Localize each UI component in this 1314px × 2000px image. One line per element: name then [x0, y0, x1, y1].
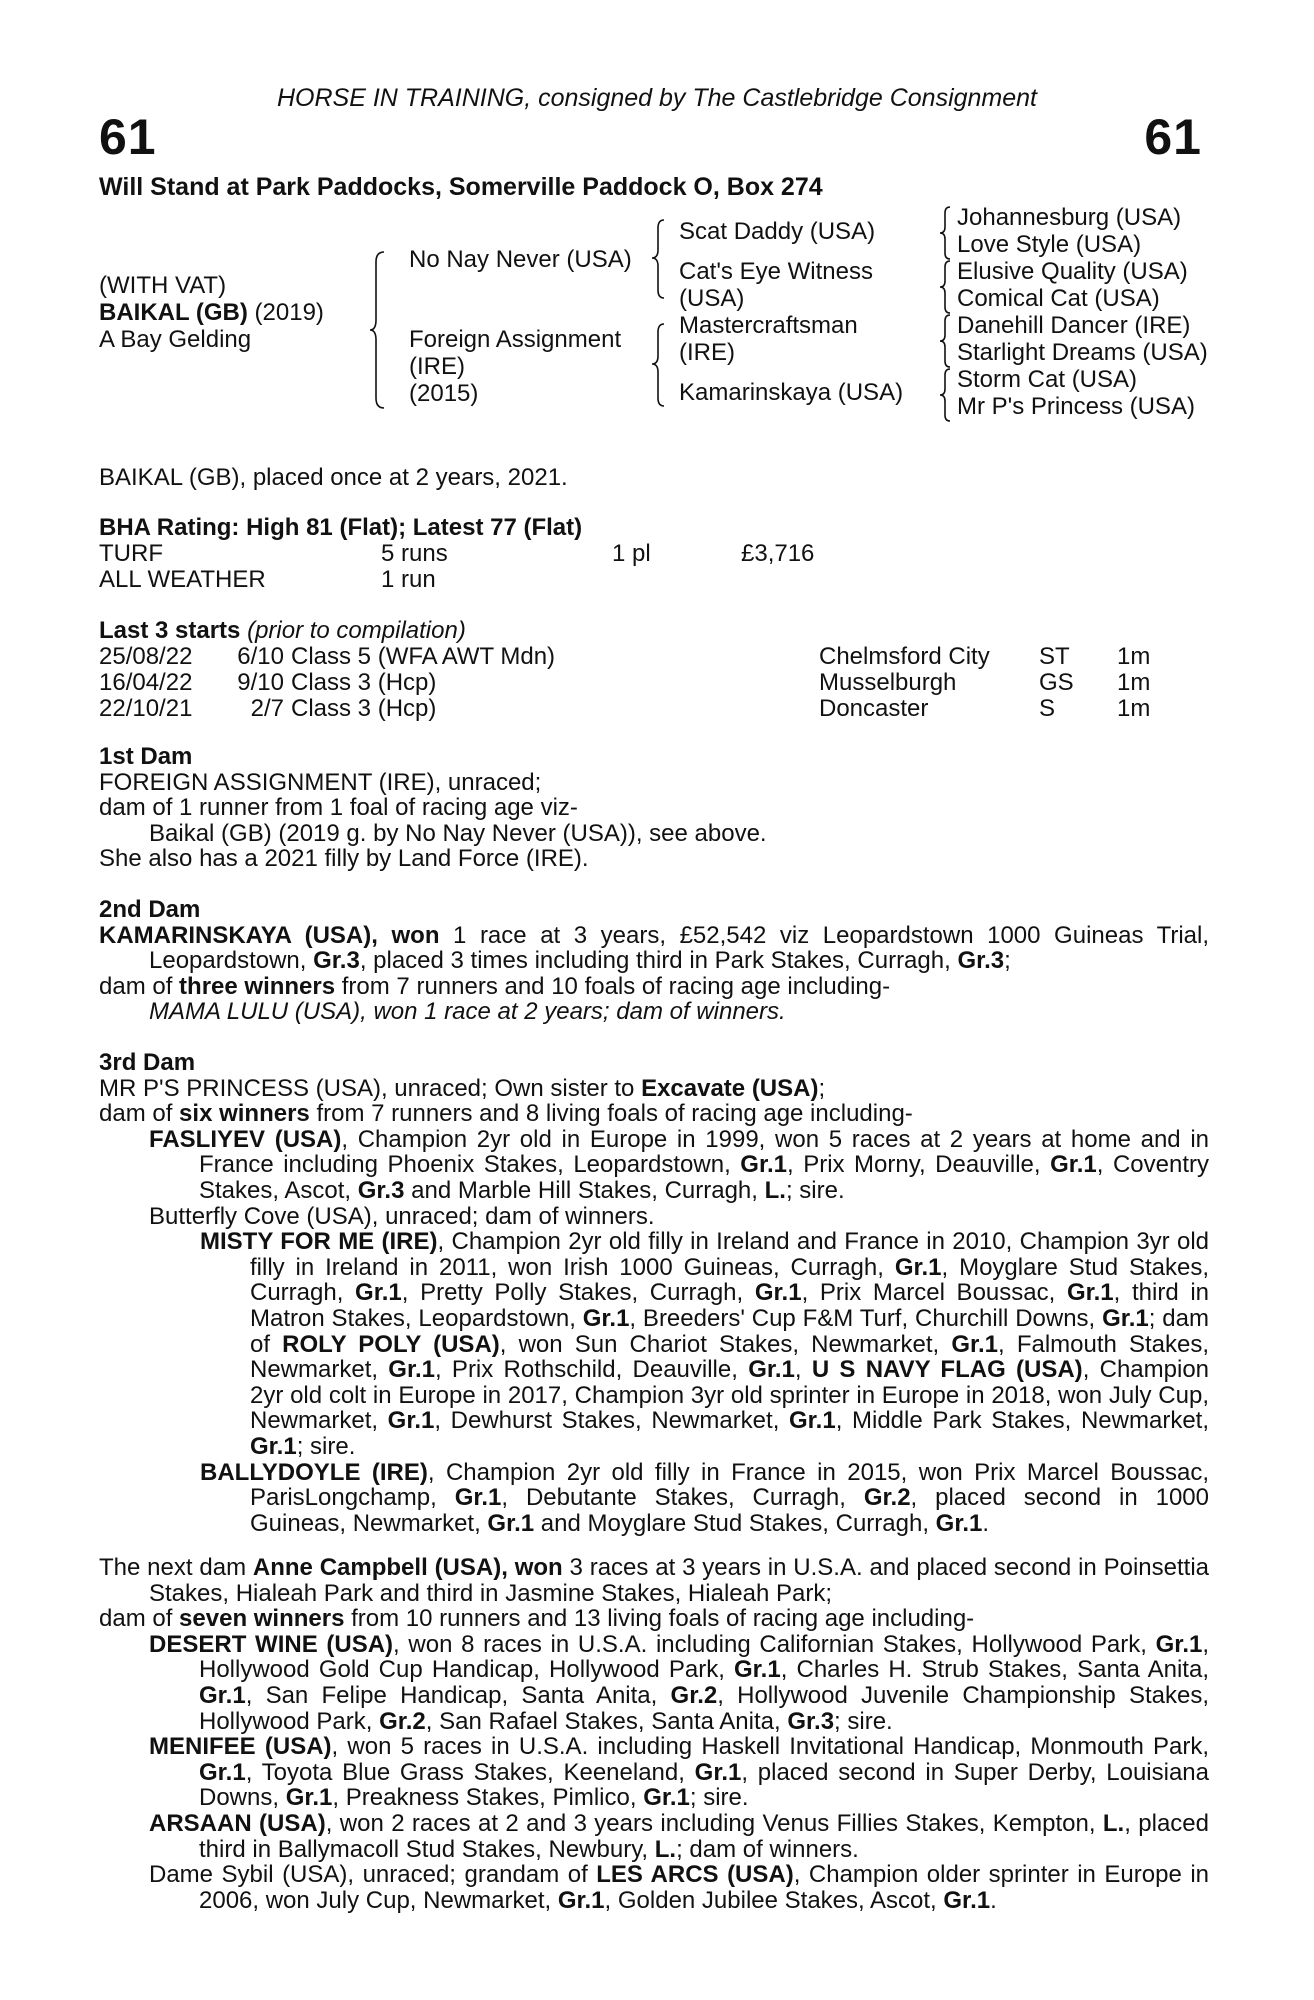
grade: Gr.1 — [734, 1656, 781, 1684]
misty-for-me-entry — [99, 1229, 1209, 1459]
text: , Hollywood Juvenile Championship Stakes, Hollywood Park, — [199, 1681, 1209, 1735]
start-going: GS — [1039, 669, 1074, 696]
first-dam-heading: 1st Dam — [99, 743, 193, 770]
text: , third in Matron Stakes, Leopardstown, — [250, 1279, 1210, 1332]
grade: Gr.1 — [951, 1330, 999, 1358]
grade: Gr.1 — [454, 1484, 502, 1512]
grade: Gr.1 — [740, 1151, 787, 1179]
text: , placed third in Ballymacoll Stud Stakes, Newbury, — [199, 1809, 1209, 1863]
ballydoyle-entry — [99, 1460, 1209, 1537]
horse-brace — [368, 250, 390, 410]
text: , Champion 2yr old in Europe in 1999, won 5 races at 2 years at home and in France including Phoenix Stakes, Leopardstown, — [199, 1125, 1210, 1179]
grade: L. — [654, 1835, 677, 1863]
text: , Golden Jubilee Stakes, Ascot, — [604, 1886, 944, 1914]
text: , Middle Park Stakes, Newmarket, — [835, 1407, 1210, 1435]
horse-description: A Bay Gelding — [99, 326, 252, 353]
first-dam-line: dam of 1 runner from 1 foal of racing age viz- — [99, 794, 578, 822]
grandparent-2: Love Style (USA) — [957, 231, 1142, 258]
start-date: 22/10/21 — [99, 695, 193, 722]
text: ; — [818, 1074, 826, 1102]
grade: Gr.1 — [487, 1509, 535, 1537]
dam-brace — [650, 322, 668, 408]
won-label: won — [391, 921, 440, 949]
grade: Gr.3 — [787, 1707, 835, 1735]
text: , won 5 races in U.S.A. including Haskell Invitational Handicap, Monmouth Park, — [331, 1733, 1210, 1761]
text: from 7 runners and 10 foals of racing age including- — [335, 972, 891, 1000]
text: ; dam of — [250, 1304, 1209, 1358]
grade: Gr.3 — [313, 947, 360, 975]
second-dam-foal: MAMA LULU (USA), won 1 race at 2 years; dam of winners. — [149, 998, 786, 1026]
horse-name: MISTY FOR ME (IRE) — [200, 1228, 438, 1256]
butterfly-cove-entry: Butterfly Cove (USA), unraced; dam of winners. — [149, 1202, 655, 1230]
second-dam-section — [99, 897, 1209, 1025]
grade: Gr.1 — [199, 1758, 246, 1786]
rating-heading: BHA Rating: High 81 (Flat); Latest 77 (Flat) — [99, 514, 583, 541]
summary: BAIKAL (GB), placed once at 2 years, 2021. — [99, 464, 568, 491]
first-dam-line: Baikal (GB) (2019 g. by No Nay Never (USA)), see above. — [149, 819, 767, 847]
grand-brace-4 — [938, 367, 954, 423]
winners-count: three winners — [179, 972, 336, 1000]
text: dam of — [99, 1605, 180, 1633]
grandparent-7: Storm Cat (USA) — [957, 366, 1138, 393]
third-dam-section — [99, 1050, 1209, 1536]
sire-sire: Scat Daddy (USA) — [679, 218, 876, 245]
grade: Gr.2 — [670, 1681, 718, 1709]
text: dam of — [99, 972, 180, 1000]
text: , won Sun Chariot Stakes, Newmarket, — [499, 1330, 952, 1358]
text: Dame Sybil (USA), unraced; grandam of — [149, 1861, 597, 1889]
dam-line3: (2015) — [409, 380, 479, 407]
horse-name: MENIFEE (USA) — [149, 1733, 332, 1761]
grade: Gr.1 — [582, 1304, 630, 1332]
text: , won 8 races in U.S.A. including Californian Stakes, Hollywood Park, — [393, 1630, 1156, 1658]
winners-count: six winners — [179, 1100, 310, 1128]
grade: Gr.1 — [754, 1279, 802, 1307]
grade: Gr.1 — [1066, 1279, 1114, 1307]
vat-note: (WITH VAT) — [99, 272, 227, 299]
text: , Dewhurst Stakes, Newmarket, — [434, 1407, 789, 1435]
grandparent-8: Mr P's Princess (USA) — [957, 393, 1195, 420]
text: , Breeders' Cup F&M Turf, Churchill Downs, — [629, 1304, 1103, 1332]
text: ; dam of winners. — [676, 1835, 859, 1863]
text: , Falmouth Stakes, Newmarket, — [250, 1330, 1210, 1384]
grade: Gr.1 — [894, 1253, 942, 1281]
grade: Gr.1 — [250, 1432, 297, 1460]
text: , placed 3 times including third in Park Stakes, Curragh, — [359, 947, 958, 975]
text: , Toyota Blue Grass Stakes, Keeneland, — [245, 1758, 695, 1786]
text: ; sire. — [689, 1784, 749, 1812]
text: from 10 runners and 13 living foals of racing age including- — [344, 1605, 975, 1633]
text: , Preakness Stakes, Pimlico, — [332, 1784, 644, 1812]
text: , Prix Morny, Deauville, — [787, 1151, 1051, 1179]
grade: Gr.1 — [943, 1886, 991, 1914]
start-date: 25/08/22 — [99, 643, 193, 670]
lot-number-left: 61 — [99, 109, 157, 165]
horse-name: FASLIYEV (USA) — [149, 1125, 342, 1153]
rating-surface: TURF — [99, 540, 163, 567]
dam-dam: Kamarinskaya (USA) — [679, 379, 904, 406]
next-dam-produce — [99, 1606, 1209, 1632]
sire-dam-line2: (USA) — [679, 285, 745, 312]
text: from 7 runners and 8 living foals of racing age including- — [309, 1100, 913, 1128]
grandparent-1: Johannesburg (USA) — [957, 204, 1182, 231]
grade: Gr.1 — [388, 1356, 435, 1384]
text: 3 races at 3 years in U.S.A. and placed second in Poinsettia Stakes, Hialeah Park and third in Jasmine Stakes, Hialeah Park; — [149, 1554, 1209, 1607]
grade: Gr.3 — [357, 1176, 405, 1204]
rating-runs: 5 runs — [381, 540, 448, 567]
grade: Gr.1 — [789, 1407, 836, 1435]
second-dam-produce — [99, 974, 1209, 1000]
start-distance: 1m — [1117, 669, 1151, 696]
second-dam-heading: 2nd Dam — [99, 896, 201, 923]
third-dam-heading: 3rd Dam — [99, 1049, 196, 1076]
text: , Moyglare Stud Stakes, Curragh, — [250, 1253, 1209, 1307]
grand-brace-3 — [938, 313, 954, 369]
first-dam-line: FOREIGN ASSIGNMENT (IRE), unraced; — [99, 768, 542, 796]
text: dam of — [99, 1100, 180, 1128]
text: ; — [1004, 947, 1011, 975]
starts-title: Last 3 starts — [99, 617, 241, 644]
rating-placed: 1 pl — [612, 540, 651, 567]
horse-name: ARSAAN (USA) — [149, 1809, 326, 1837]
text: . — [990, 1886, 997, 1914]
grade: Gr.1 — [557, 1886, 605, 1914]
start-distance: 1m — [1117, 643, 1151, 670]
text: ; sire. — [834, 1707, 893, 1735]
first-dam-line: She also has a 2021 filly by Land Force (IRE). — [99, 845, 589, 873]
horse-name: BAIKAL (GB) — [99, 299, 248, 326]
next-dam-section — [99, 1555, 1209, 1913]
text: , placed second in Super Derby, Louisiana Downs, — [199, 1758, 1209, 1812]
grade: Gr.2 — [379, 1707, 426, 1735]
rating-surface: ALL WEATHER — [99, 566, 266, 593]
horse-name: LES ARCS (USA) — [596, 1861, 794, 1889]
grade: Gr.1 — [199, 1681, 246, 1709]
next-dam-para — [99, 1555, 1209, 1606]
sire: No Nay Never (USA) — [409, 246, 632, 273]
dam-sire-line1: Mastercraftsman — [679, 312, 858, 339]
start-course: Doncaster — [819, 695, 929, 722]
start-course: Musselburgh — [819, 669, 957, 696]
horse-year: (2019) — [254, 299, 324, 326]
text: , Debutante Stakes, Curragh, — [501, 1484, 864, 1512]
fasliyev-entry — [99, 1127, 1209, 1204]
text: and Marble Hill Stakes, Curragh, — [404, 1176, 765, 1204]
start-position: 6/10 — [237, 643, 284, 670]
text: , won 2 races at 2 and 3 years including Venus Fillies Stakes, Kempton, — [325, 1809, 1103, 1837]
grade: L. — [1102, 1809, 1125, 1837]
horse-name: DESERT WINE (USA) — [149, 1630, 394, 1658]
grade: Gr.1 — [355, 1279, 402, 1307]
start-distance: 1m — [1117, 695, 1151, 722]
rating-earnings: £3,716 — [741, 540, 815, 567]
grade: Gr.1 — [694, 1758, 742, 1786]
winners-count: seven winners — [179, 1605, 345, 1633]
text: , Pretty Polly Stakes, Curragh, — [401, 1279, 755, 1307]
sire-brace — [650, 218, 668, 300]
horse-name: U S NAVY FLAG (USA) — [811, 1356, 1083, 1384]
grandparent-6: Starlight Dreams (USA) — [957, 339, 1208, 366]
menifee-entry — [99, 1734, 1209, 1811]
arsaan-entry — [99, 1811, 1209, 1862]
rating-table — [99, 541, 1209, 597]
grandparent-5: Danehill Dancer (IRE) — [957, 312, 1191, 339]
text: , — [794, 1356, 812, 1384]
grade: Gr.1 — [1050, 1151, 1097, 1179]
text: and Moyglare Stud Stakes, Curragh, — [534, 1509, 936, 1537]
grand-brace-1 — [938, 205, 954, 261]
start-race: Class 3 (Hcp) — [291, 669, 437, 696]
start-position: 9/10 — [237, 669, 284, 696]
text: , Coventry Stakes, Ascot, — [199, 1151, 1210, 1204]
dam-line2: (IRE) — [409, 353, 465, 380]
horse-name-line — [99, 299, 324, 326]
text: , Prix Marcel Boussac, — [801, 1279, 1067, 1307]
horse-name: ROLY POLY (USA) — [282, 1330, 500, 1358]
grade: Gr.1 — [935, 1509, 983, 1537]
sire-dam-line1: Cat's Eye Witness — [679, 258, 873, 285]
text: The next dam — [99, 1554, 253, 1581]
text: , Champion 2yr old filly in France in 2015, won Prix Marcel Boussac, ParisLongchamp, — [250, 1458, 1210, 1512]
grade: Gr.2 — [863, 1484, 911, 1512]
start-race: Class 3 (Hcp) — [291, 695, 437, 722]
grandparent-3: Elusive Quality (USA) — [957, 258, 1188, 285]
start-date: 16/04/22 — [99, 669, 193, 696]
text: , San Rafael Stakes, Santa Anita, — [425, 1707, 788, 1735]
text: ; sire. — [785, 1176, 845, 1204]
text: MR P'S PRINCESS (USA), unraced; Own sister to — [99, 1074, 642, 1102]
consignment-line: HORSE IN TRAINING, consigned by The Castlebridge Consignment — [276, 84, 1038, 112]
dame-sybil-entry — [99, 1862, 1209, 1913]
third-dam-produce — [99, 1101, 1209, 1127]
start-position: 2/7 — [250, 695, 284, 722]
text: , Champion 2yr old filly in Ireland and France in 2010, Champion 3yr old filly in Ireland in 2011, won Irish 1000 Guineas, Curragh, — [250, 1228, 1210, 1281]
second-dam-para — [99, 923, 1209, 974]
lot-number-right: 61 — [1144, 109, 1202, 165]
desert-wine-entry — [99, 1632, 1209, 1734]
text: , placed second in 1000 Guineas, Newmarket, — [250, 1484, 1210, 1537]
grade: Gr.1 — [748, 1356, 795, 1384]
dam-sire-line2: (IRE) — [679, 339, 735, 366]
text: , Charles H. Strub Stakes, Santa Anita, — [780, 1656, 1209, 1684]
sister-name: Excavate (USA) — [641, 1074, 819, 1102]
third-dam-line — [99, 1076, 1209, 1102]
text: ; sire. — [296, 1432, 356, 1460]
start-course: Chelmsford City — [819, 643, 990, 670]
grade: Gr.1 — [387, 1407, 435, 1435]
grade: L. — [764, 1176, 786, 1204]
starts-note: (prior to compilation) — [247, 617, 466, 644]
start-going: ST — [1039, 643, 1070, 670]
grade: Gr.1 — [1155, 1630, 1203, 1658]
text: , Prix Rothschild, Deauville, — [435, 1356, 749, 1384]
text: , Hollywood Gold Cup Handicap, Hollywood Park, — [199, 1630, 1210, 1684]
start-race: Class 5 (WFA AWT Mdn) — [291, 643, 556, 670]
text: . — [982, 1509, 990, 1537]
grand-brace-2 — [938, 259, 954, 315]
grade: Gr.1 — [643, 1784, 690, 1812]
grade: Gr.1 — [1102, 1304, 1149, 1332]
rating-runs: 1 run — [381, 566, 436, 593]
start-going: S — [1039, 695, 1056, 722]
starts-heading — [99, 618, 1209, 644]
second-dam-name: KAMARINSKAYA (USA), — [99, 921, 378, 949]
grade: Gr.3 — [957, 947, 1005, 975]
first-dam-section — [99, 744, 1209, 872]
starts-table — [99, 644, 1209, 724]
text: , San Felipe Handicap, Santa Anita, — [245, 1681, 671, 1709]
stand-info: Will Stand at Park Paddocks, Somerville Paddock O, Box 274 — [99, 173, 823, 201]
text: 1 race at 3 years, £52,542 viz Leopardstown 1000 Guineas Trial, Leopardstown, — [149, 921, 1210, 975]
next-dam-name: Anne Campbell (USA), won — [252, 1554, 563, 1581]
horse-name: BALLYDOYLE (IRE) — [200, 1458, 428, 1486]
grandparent-4: Comical Cat (USA) — [957, 285, 1160, 312]
grade: Gr.1 — [285, 1784, 333, 1812]
dam-line1: Foreign Assignment — [409, 326, 622, 353]
text: , Champion 2yr old colt in Europe in 2017, Champion 3yr old sprinter in Europe in 2018, won July Cup, Newmarket, — [250, 1356, 1210, 1435]
text: , Champion older sprinter in Europe in 2006, won July Cup, Newmarket, — [199, 1861, 1209, 1914]
